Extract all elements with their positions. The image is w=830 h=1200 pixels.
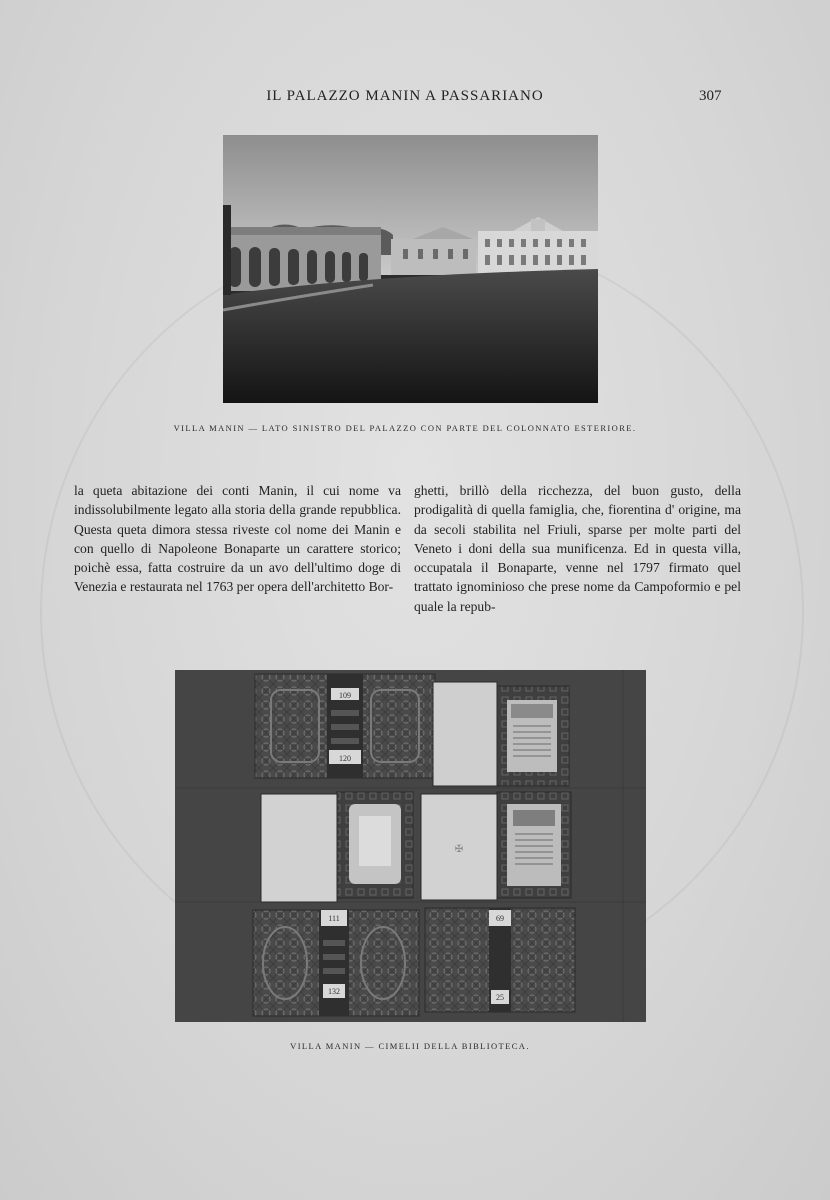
palace-photo [223, 135, 598, 403]
book-label: 120 [339, 754, 351, 763]
book-label: 25 [496, 993, 504, 1002]
book-label: 69 [496, 914, 504, 923]
books-illustration [175, 670, 646, 1022]
book-label: 109 [339, 691, 351, 700]
book-label: 132 [328, 987, 340, 996]
body-text-left-column: la queta abitazione dei conti Manin, il cui nome va indissolubilmente legato alla storia della grande repubblica. Questa queta dimora stessa riveste col nome dei Manin e con quello di Napoleone Bonaparte un carattere storico; poichè essa, fatta costruire da un avo dell'ultimo doge di Venezia e restaurata nel 1763 per opera dell'architetto Bor- [74, 483, 401, 595]
body-text-right-column: ghetti, brillò della ricchezza, del buon gusto, della prodigalità di quella famiglia, che, fiorentina d' origine, ma da secoli stabilita nel Friuli, sparse per molte parti del Veneto i doni della sua munificenza. Ed in questa villa, occupatala il Bonaparte, venne nel 1797 firmato quel trattato ignominioso che prese nome da Campoformio e pel quale la repub- [414, 483, 741, 614]
svg-text:✠: ✠ [454, 844, 464, 855]
bottom-figure-caption: VILLA MANIN — CIMELII DELLA BIBLIOTECA. [290, 1041, 530, 1051]
library-books-photo [175, 670, 646, 1022]
running-title: IL PALAZZO MANIN A PASSARIANO [266, 88, 544, 104]
page-number: 307 [699, 88, 722, 104]
palace-illustration [223, 135, 598, 403]
book-label: 111 [328, 914, 340, 923]
top-figure-caption: VILLA MANIN — LATO SINISTRO DEL PALAZZO CON PARTE DEL COLONNATO ESTERIORE. [173, 423, 637, 433]
